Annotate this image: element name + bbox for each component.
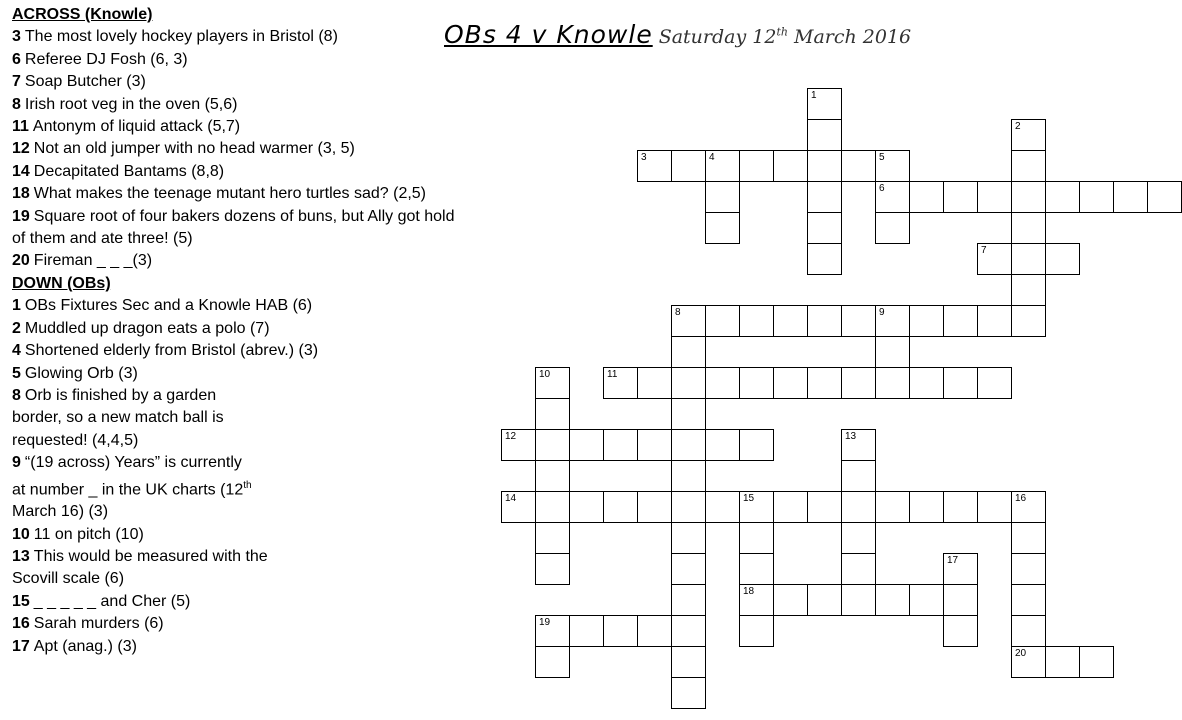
clue-text: The most lovely hockey players in Bristol (8): [24, 28, 338, 46]
clue-number: 14: [12, 162, 30, 180]
grid-cell[interactable]: [841, 429, 876, 461]
clue-text-text-suffix: March 16) (3): [12, 503, 109, 521]
clue-text: 11 on pitch (10): [33, 525, 144, 543]
grid-cell[interactable]: [773, 367, 808, 399]
grid-cell[interactable]: [1011, 119, 1046, 151]
clue-number: 4: [12, 342, 21, 360]
grid-cell[interactable]: [875, 305, 910, 337]
grid-cell[interactable]: [841, 491, 876, 523]
grid-cell[interactable]: [909, 367, 944, 399]
grid-cell[interactable]: [637, 367, 672, 399]
grid-cell[interactable]: [909, 181, 944, 213]
grid-cell[interactable]: [807, 150, 842, 182]
grid-cell[interactable]: [603, 491, 638, 523]
grid-cell[interactable]: [875, 367, 910, 399]
clue-text: What makes the teenage mutant hero turtles sad? (2,5): [33, 185, 427, 203]
clue-number: 8: [12, 95, 21, 113]
clue-number: 20: [12, 252, 30, 270]
grid-cell[interactable]: [501, 429, 536, 461]
grid-cell[interactable]: [535, 367, 570, 399]
clue-text: Sarah murders (6): [33, 615, 164, 633]
grid-cell[interactable]: [569, 429, 604, 461]
grid-cell[interactable]: [637, 615, 672, 647]
title-date-sup: th: [776, 25, 788, 39]
grid-cell[interactable]: [977, 181, 1012, 213]
grid-cell[interactable]: [1045, 646, 1080, 678]
grid-cell[interactable]: [637, 429, 672, 461]
clue-text-text-prefix: “(19 across) Years” is currently at number _ in the UK charts (12: [12, 454, 244, 498]
grid-cell[interactable]: [943, 367, 978, 399]
clue-text-sup: th: [243, 479, 252, 491]
cell-number: 6: [879, 183, 885, 194]
grid-cell[interactable]: [1045, 181, 1080, 213]
grid-cell[interactable]: [671, 677, 706, 709]
grid-cell[interactable]: [1011, 491, 1046, 523]
grid-cell[interactable]: [535, 491, 570, 523]
clue-number: 9: [12, 454, 21, 472]
grid-cell[interactable]: [569, 615, 604, 647]
clue-number: 7: [12, 73, 21, 91]
grid-cell[interactable]: [807, 212, 842, 244]
grid-cell[interactable]: [807, 584, 842, 616]
grid-cell[interactable]: [773, 584, 808, 616]
clue-number: 13: [12, 548, 30, 566]
grid-cell[interactable]: [739, 584, 774, 616]
cell-number: 7: [981, 245, 987, 256]
clue-text: _ _ _ _ _ and Cher (5): [33, 592, 191, 610]
cell-number: 18: [743, 586, 755, 597]
clue-number: 8: [12, 386, 21, 404]
clue-number: 1: [12, 297, 21, 315]
grid-cell[interactable]: [943, 491, 978, 523]
grid-cell[interactable]: [739, 615, 774, 647]
grid-cell[interactable]: [1011, 584, 1046, 616]
grid-cell[interactable]: [671, 584, 706, 616]
grid-cell[interactable]: [807, 181, 842, 213]
grid-cell[interactable]: [535, 553, 570, 585]
grid-cell[interactable]: [1011, 646, 1046, 678]
cell-number: 2: [1015, 121, 1021, 132]
clue-text: Orb is finished by a garden border, so a new match ball is requested! (4,4,5): [12, 386, 224, 449]
grid-cell[interactable]: [705, 429, 740, 461]
clue-text: Irish root veg in the oven (5,6): [24, 95, 238, 113]
grid-cell[interactable]: [671, 150, 706, 182]
grid-cell[interactable]: [739, 522, 774, 554]
grid-cell[interactable]: [875, 336, 910, 368]
grid-cell[interactable]: [773, 491, 808, 523]
grid-cell[interactable]: [671, 367, 706, 399]
cell-number: 4: [709, 152, 715, 163]
grid-cell[interactable]: [1045, 243, 1080, 275]
grid-cell[interactable]: [807, 491, 842, 523]
grid-cell[interactable]: [875, 181, 910, 213]
grid-cell[interactable]: [535, 398, 570, 430]
grid-cell[interactable]: [1011, 243, 1046, 275]
cell-number: 17: [947, 555, 959, 566]
grid-cell[interactable]: [1011, 181, 1046, 213]
grid-cell[interactable]: [705, 367, 740, 399]
grid-cell[interactable]: [841, 553, 876, 585]
clue-number: 3: [12, 28, 21, 46]
clue-number: 5: [12, 364, 21, 382]
grid-cell[interactable]: [705, 212, 740, 244]
grid-cell[interactable]: [1079, 181, 1114, 213]
grid-cell[interactable]: [943, 305, 978, 337]
grid-cell[interactable]: [773, 305, 808, 337]
cell-number: 9: [879, 307, 885, 318]
grid-cell[interactable]: [807, 88, 842, 120]
grid-cell[interactable]: [739, 150, 774, 182]
grid-cell[interactable]: [671, 646, 706, 678]
grid-cell[interactable]: [943, 553, 978, 585]
grid-cell[interactable]: [671, 305, 706, 337]
grid-cell[interactable]: [807, 119, 842, 151]
cell-number: 8: [675, 307, 681, 318]
clue-number: 15: [12, 592, 30, 610]
grid-cell[interactable]: [909, 305, 944, 337]
clue-text: Soap Butcher (3): [24, 73, 146, 91]
title-date-suffix: March 2016: [787, 26, 912, 48]
across-heading: ACROSS (Knowle): [12, 6, 153, 23]
clue-number: 2: [12, 319, 21, 337]
title-date-prefix: Saturday 12: [658, 26, 777, 48]
clue-number: 18: [12, 185, 30, 203]
clue-text: OBs Fixtures Sec and a Knowle HAB (6): [24, 297, 313, 315]
clue-text: Fireman _ _ _(3): [33, 252, 153, 270]
grid-cell[interactable]: [875, 491, 910, 523]
grid-cell[interactable]: [705, 305, 740, 337]
grid-cell[interactable]: [535, 615, 570, 647]
clue-number: 19: [12, 207, 30, 225]
clue-text: Antonym of liquid attack (5,7): [32, 118, 241, 136]
clue-number: 10: [12, 525, 30, 543]
clue-number: 6: [12, 50, 21, 68]
grid-cell[interactable]: [535, 522, 570, 554]
grid-cell[interactable]: [943, 181, 978, 213]
grid-cell[interactable]: [977, 491, 1012, 523]
grid-cell[interactable]: [739, 491, 774, 523]
clue-text: Glowing Orb (3): [24, 364, 138, 382]
grid-cell[interactable]: [739, 305, 774, 337]
cell-number: 10: [539, 369, 551, 380]
grid-cell[interactable]: [739, 553, 774, 585]
grid-cell[interactable]: [739, 367, 774, 399]
clue-text: Muddled up dragon eats a polo (7): [24, 319, 270, 337]
cell-number: 14: [505, 493, 517, 504]
grid-cell[interactable]: [909, 584, 944, 616]
cell-number: 16: [1015, 493, 1027, 504]
grid-cell[interactable]: [875, 584, 910, 616]
grid-cell[interactable]: [1011, 615, 1046, 647]
grid-cell[interactable]: [535, 646, 570, 678]
grid-cell[interactable]: [943, 615, 978, 647]
clue-number: 11: [12, 118, 29, 136]
grid-cell[interactable]: [1011, 522, 1046, 554]
clue-text: This would be measured with the Scovill scale (6): [12, 548, 268, 588]
clue-number: 17: [12, 637, 30, 655]
grid-cell[interactable]: [739, 429, 774, 461]
grid-cell[interactable]: [705, 150, 740, 182]
grid-cell[interactable]: [875, 212, 910, 244]
cell-number: 1: [811, 90, 817, 101]
grid-cell[interactable]: [1011, 274, 1046, 306]
cell-number: 13: [845, 431, 857, 442]
grid-cell[interactable]: [807, 305, 842, 337]
clue-text: Decapitated Bantams (8,8): [33, 162, 225, 180]
grid-cell[interactable]: [1011, 150, 1046, 182]
grid-cell[interactable]: [807, 367, 842, 399]
grid-cell[interactable]: [841, 150, 876, 182]
grid-cell[interactable]: [977, 367, 1012, 399]
grid-cell[interactable]: [841, 367, 876, 399]
grid-cell[interactable]: [977, 243, 1012, 275]
grid-cell[interactable]: [603, 367, 638, 399]
grid-cell[interactable]: [875, 150, 910, 182]
grid-cell[interactable]: [909, 491, 944, 523]
grid-cell[interactable]: [1011, 305, 1046, 337]
grid-cell[interactable]: [671, 491, 706, 523]
grid-cell[interactable]: [603, 615, 638, 647]
grid-cell[interactable]: [1147, 181, 1182, 213]
down-heading: DOWN (OBs): [12, 274, 111, 292]
grid-cell[interactable]: [705, 181, 740, 213]
grid-cell[interactable]: [535, 460, 570, 492]
clue-text: Apt (anag.) (3): [33, 637, 137, 655]
clue-number: 12: [12, 140, 30, 158]
grid-cell[interactable]: [977, 305, 1012, 337]
grid-cell[interactable]: [841, 305, 876, 337]
grid-cell[interactable]: [841, 522, 876, 554]
grid-cell[interactable]: [671, 336, 706, 368]
cell-number: 3: [641, 152, 647, 163]
cell-number: 11: [607, 369, 618, 380]
cell-number: 15: [743, 493, 755, 504]
grid-cell[interactable]: [603, 429, 638, 461]
grid-cell[interactable]: [1011, 553, 1046, 585]
cell-number: 5: [879, 152, 885, 163]
grid-cell[interactable]: [671, 615, 706, 647]
grid-cell[interactable]: [637, 150, 672, 182]
clue-text: Square root of four bakers dozens of buns, but Ally got hold of them and ate three! (5): [12, 207, 455, 248]
clue-number: 16: [12, 615, 30, 633]
grid-cell[interactable]: [671, 522, 706, 554]
grid-cell[interactable]: [1113, 181, 1148, 213]
grid-cell[interactable]: [807, 243, 842, 275]
title-main: OBs 4 v Knowle: [444, 20, 653, 49]
grid-cell[interactable]: [637, 491, 672, 523]
clue-text: Not an old jumper with no head warmer (3, 5): [33, 140, 355, 158]
clue-text: Referee DJ Fosh (6, 3): [24, 50, 188, 68]
grid-cell[interactable]: [501, 491, 536, 523]
clue-text: Shortened elderly from Bristol (abrev.) (3): [24, 342, 319, 360]
grid-cell[interactable]: [569, 491, 604, 523]
grid-cell[interactable]: [773, 150, 808, 182]
grid-cell[interactable]: [671, 429, 706, 461]
grid-cell[interactable]: [943, 584, 978, 616]
grid-cell[interactable]: [671, 398, 706, 430]
grid-cell[interactable]: [1079, 646, 1114, 678]
grid-cell[interactable]: [841, 584, 876, 616]
cell-number: 12: [505, 431, 517, 442]
grid-cell[interactable]: [841, 460, 876, 492]
grid-cell[interactable]: [671, 460, 706, 492]
grid-cell[interactable]: [705, 491, 740, 523]
cell-number: 20: [1015, 648, 1027, 659]
grid-cell[interactable]: [1011, 212, 1046, 244]
grid-cell[interactable]: [671, 553, 706, 585]
grid-cell[interactable]: [535, 429, 570, 461]
cell-number: 19: [539, 617, 551, 628]
